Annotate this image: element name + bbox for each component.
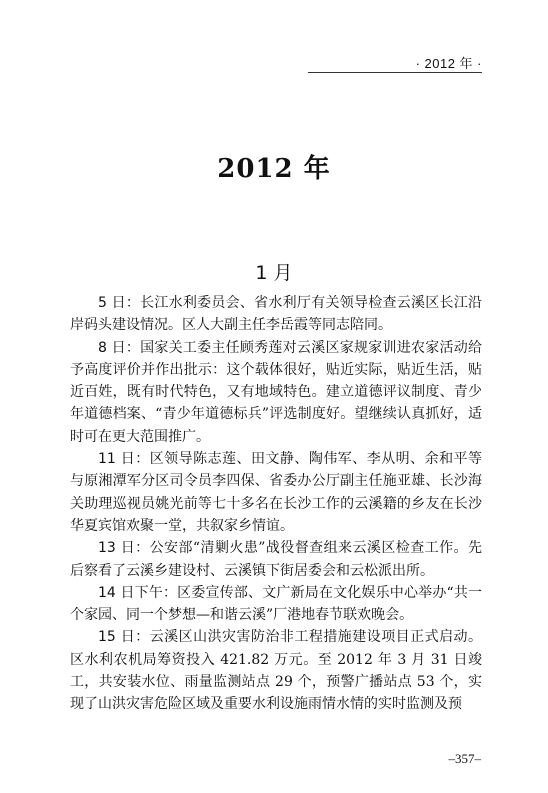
entry-date: 14 日下午： [98, 584, 178, 601]
entry [70, 337, 482, 448]
entry-text: 区领导陈志莲、田文静、陶伟军、李从明、余和平等与原湘潭军分区司令员李四保、省委办公厅副主任施亚雄、长沙海关助理巡视员姚光前等七十多名在长沙工作的云溪籍的乡友在长沙华夏宾馆欢聚一堂，共叙家乡情谊。 [70, 451, 483, 534]
running-head: · 2012 年 · [415, 56, 482, 71]
entry [70, 582, 482, 627]
entry-text: 长江水利委员会、省水利厅有关领导检查云溪区长江沿岸码头建设情况。区人大副主任李岳霞等同志陪同。 [70, 295, 482, 334]
entry-text: 区委宣传部、文广新局在文化娱乐中心举办“共一个家园、同一个梦想—和谐云溪”厂港地春节联欢晚会。 [70, 584, 483, 624]
entry-date: 15 日： [98, 629, 150, 646]
entry [70, 448, 482, 537]
entry [70, 537, 482, 582]
entry-text: 国家关工委主任顾秀莲对云溪区家规家训进农家活动给予高度评价并作出批示：这个载体很好，贴近实际，贴近生活，贴近百姓，既有时代特色，又有地域特色。建立道德评议制度、青少年道德档案、“青少年道德标兵”评选制度好。望继续认真抓好，适时可在更大范围推广。 [70, 339, 482, 445]
header-rule [308, 72, 482, 73]
month-title: 1 月 [255, 262, 293, 284]
entry [70, 292, 482, 337]
year-title: 2012 年 [217, 154, 331, 184]
entry-date: 11 日： [98, 451, 150, 468]
entry [70, 626, 482, 715]
entry-date: 8 日： [98, 339, 141, 356]
chronicle-entries [70, 292, 482, 716]
entry-date: 5 日： [98, 295, 141, 311]
entry-text: 云溪区山洪灾害防治非工程措施建设项目正式启动。区水利农机局筹资投入 421.82 万元。至 2012 年 3 月 31 日竣工，共安装水位、雨量监测站点 29 个，预警广播站点 53 个，实现了山洪灾害危险区域及重要水利设施雨情水情的实时监测及预 [70, 629, 483, 713]
entry-date: 13 日： [98, 540, 150, 557]
entry-text: 公安部“清剿火患”战役督查组来云溪区检查工作。先后察看了云溪乡建设村、云溪镇下街居委会和云松派出所。 [70, 540, 482, 579]
page-number: –357– [448, 751, 481, 766]
